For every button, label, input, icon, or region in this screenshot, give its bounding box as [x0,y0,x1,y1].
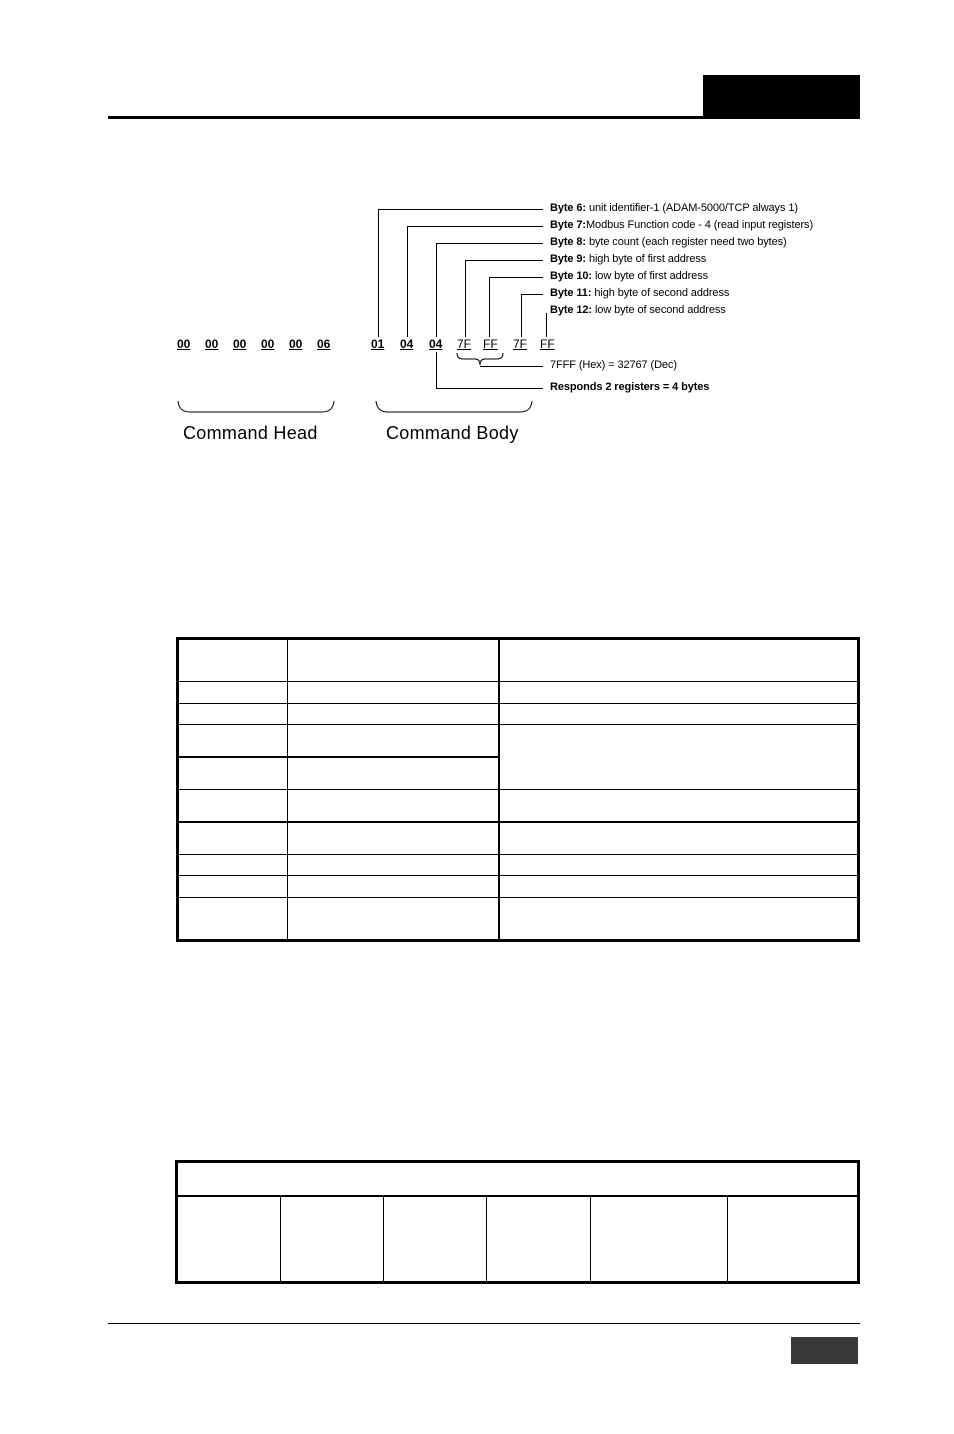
table-cell [499,854,859,876]
table-row [178,897,859,940]
table-cell [178,822,288,854]
head-byte: 00 [177,337,191,351]
table-cell [288,682,500,704]
table-cell [499,682,859,704]
table-header-row [177,1162,859,1197]
brace-command-head [176,400,336,416]
table-cell [499,789,859,821]
table-cell [487,1196,591,1283]
footer-rule [108,1323,860,1324]
brace-command-body [374,400,534,416]
connector-line [436,388,543,389]
head-byte: 06 [317,337,331,351]
register-table [176,637,860,942]
table-cell [728,1196,859,1283]
connector-line [407,226,543,227]
connector-line [521,294,543,295]
table-cell [499,822,859,854]
table-cell [288,876,500,898]
connector-line [546,313,547,337]
table-cell [178,897,288,940]
connector-line [521,294,522,337]
body-byte: 01 [371,337,385,351]
head-byte: 00 [205,337,219,351]
table-row [178,639,859,682]
note-byte-10: Byte 10: low byte of first address [550,270,709,282]
table-cell [178,703,288,725]
table-cell [288,639,500,682]
table-row [178,876,859,898]
table-cell [178,854,288,876]
table-row [177,1196,859,1283]
table-cell [288,897,500,940]
connector-line [378,209,543,210]
note-byte-12: Byte 12: low byte of second address [550,304,726,316]
table-cell [499,876,859,898]
table-cell [178,639,288,682]
table-cell [288,789,500,821]
command-head-label: Command Head [183,423,318,443]
modbus-response-diagram [0,0,954,460]
connector-line [436,243,437,337]
connector-line [378,209,379,337]
note-hex-conversion: 7FFF (Hex) = 32767 (Dec) [550,359,677,371]
note-byte-6: Byte 6: unit identifier-1 (ADAM-5000/TCP always 1) [550,202,798,214]
table-row [178,725,859,757]
body-byte: 7F [513,337,528,351]
table-title-cell [177,1162,859,1197]
head-byte: 00 [289,337,303,351]
note-byte-7: Byte 7:Modbus Function code - 4 (read input registers) [550,219,814,231]
table-cell [384,1196,487,1283]
note-byte-11: Byte 11: high byte of second address [550,287,730,299]
connector-line [489,277,543,278]
table-cell [499,639,859,682]
table-cell [178,725,288,757]
table-cell [281,1196,384,1283]
connector-line [407,226,408,337]
body-byte: FF [540,337,555,351]
summary-table [175,1160,860,1284]
connector-line [436,352,437,388]
table-cell [499,897,859,940]
connector-line [465,260,466,337]
table-row [178,854,859,876]
connector-line [465,260,543,261]
body-byte: 7F [457,337,472,351]
page-number-tab [791,1337,858,1364]
table-cell [178,876,288,898]
table-row [178,789,859,821]
table-cell [499,703,859,725]
head-byte: 00 [233,337,247,351]
table-cell [288,757,500,789]
connector-line [436,243,543,244]
body-byte: 04 [400,337,414,351]
table-cell [178,757,288,789]
brace-7fff [455,352,505,372]
table-cell [288,822,500,854]
table-cell [177,1196,281,1283]
body-byte: FF [483,337,498,351]
note-byte-8: Byte 8: byte count (each register need two bytes) [550,236,787,248]
connector-line [480,366,543,367]
command-body-label: Command Body [386,423,519,443]
table-cell [591,1196,728,1283]
connector-line [489,277,490,337]
table-cell [288,725,500,757]
note-responds: Responds 2 registers = 4 bytes [550,381,710,393]
table-cell [288,854,500,876]
head-byte: 00 [261,337,275,351]
table-cell [178,682,288,704]
table-cell-merged [499,725,859,790]
table-cell [178,789,288,821]
body-byte: 04 [429,337,443,351]
table-row [178,682,859,704]
note-byte-9: Byte 9: high byte of first address [550,253,707,265]
table-cell [288,703,500,725]
table-row [178,703,859,725]
table-row [178,822,859,854]
